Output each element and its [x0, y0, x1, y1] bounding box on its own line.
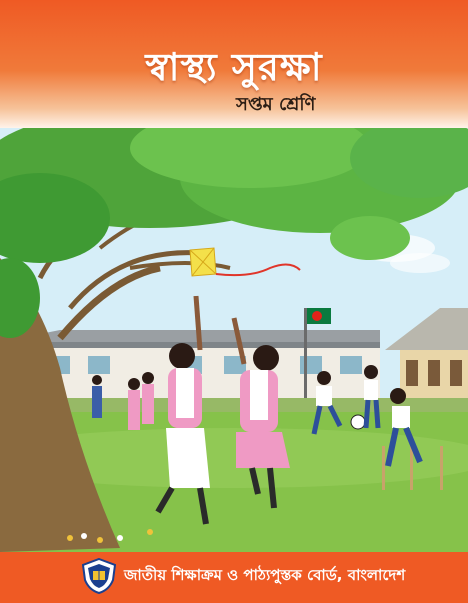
cover-footer — [0, 552, 468, 603]
publisher-name: জাতীয় শিক্ষাক্রম ও পাঠ্যপুস্তক বোর্ড, বাংলাদেশ — [124, 565, 406, 584]
grade-label: সপ্তম শ্রেণি — [236, 94, 316, 115]
book-title: স্বাস্থ্য সুরক্ষা — [145, 45, 323, 89]
cover-illustration — [0, 128, 468, 552]
cloud — [390, 253, 450, 273]
nctb-emblem-icon — [82, 558, 116, 594]
cover-header — [0, 0, 468, 128]
